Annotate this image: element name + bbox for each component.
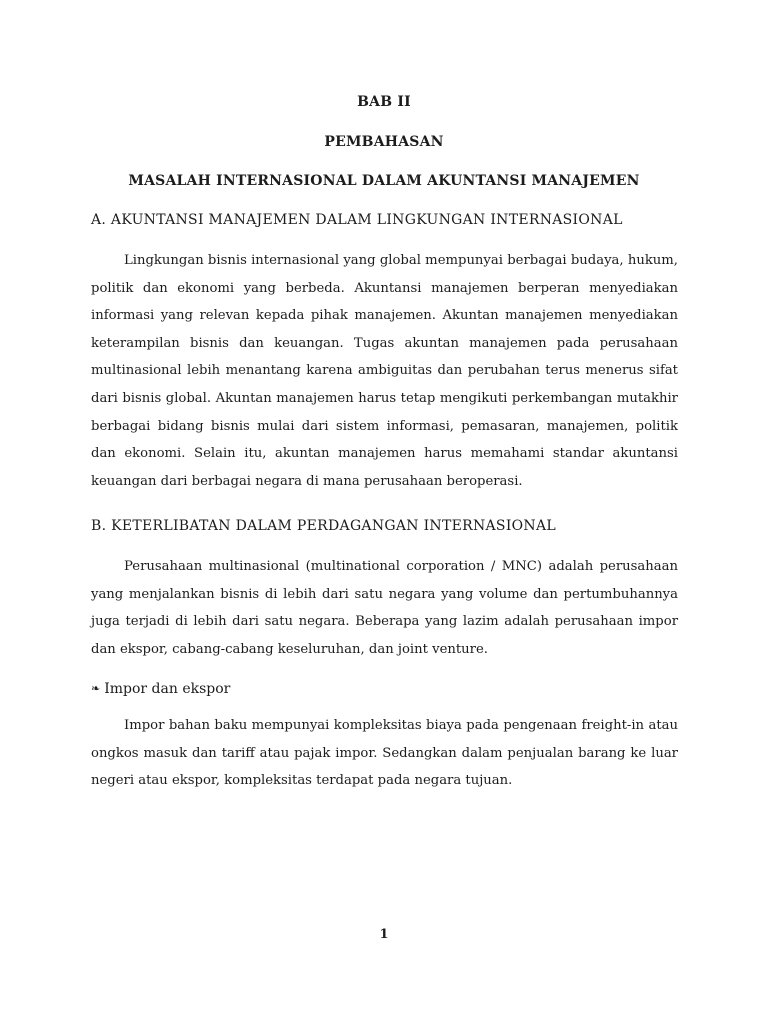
chapter-heading: BAB II [357,94,411,110]
bullet-paragraph: Impor bahan baku mempunyai kompleksitas biaya pada pengenaan freight-in atau ongkos masuk dan tariff atau pajak impor. Sedangkan dalam penjualan barang ke luar negeri atau ekspor, kompleksitas terdapat pada negara tujuan. [91,718,678,789]
bullet-item [91,681,230,697]
section-b-title: B. KETERLIBATAN DALAM PERDAGANGAN INTERNASIONAL [91,518,556,534]
fleuron-bullet-icon: ❧ [91,682,101,695]
bullet-label: Impor dan ekspor [104,681,231,697]
section-b-paragraph: Perusahaan multinasional (multinational corporation / MNC) adalah perusahaan yang menjalankan bisnis di lebih dari satu negara yang volume dan pertumbuhannya juga terjadi di lebih dari satu negara. Beberapa yang lazim adalah perusahaan impor dan ekspor, cabang-cabang keseluruhan, dan joint venture. [91,559,678,657]
page-number: 1 [379,927,389,942]
chapter-title: PEMBAHASAN [324,134,444,150]
main-title: MASALAH INTERNASIONAL DALAM AKUNTANSI MANAJEMEN [128,173,640,189]
section-a-paragraph: Lingkungan bisnis internasional yang global mempunyai berbagai budaya, hukum, politik dan ekonomi yang berbeda. Akuntansi manajemen berperan menyediakan informasi yang relevan kepada pihak manajemen. Akuntan manajemen menyediakan keterampilan bisnis dan keuangan. Tugas akuntan manajemen pada perusahaan multinasional lebih menantang karena ambiguitas dan perubahan terus menerus sifat dari bisnis global. Akuntan manajemen harus tetap mengikuti perkembangan mutakhir berbagai bidang bisnis mulai dari sistem informasi, pemasaran, manajemen, politik dan ekonomi. Selain itu, akuntan manajemen harus memahami standar akuntansi keuangan dari berbagai negara di mana perusahaan beroperasi. [91,253,678,489]
section-a-title: A. AKUNTANSI MANAJEMEN DALAM LINGKUNGAN INTERNASIONAL [91,212,623,228]
